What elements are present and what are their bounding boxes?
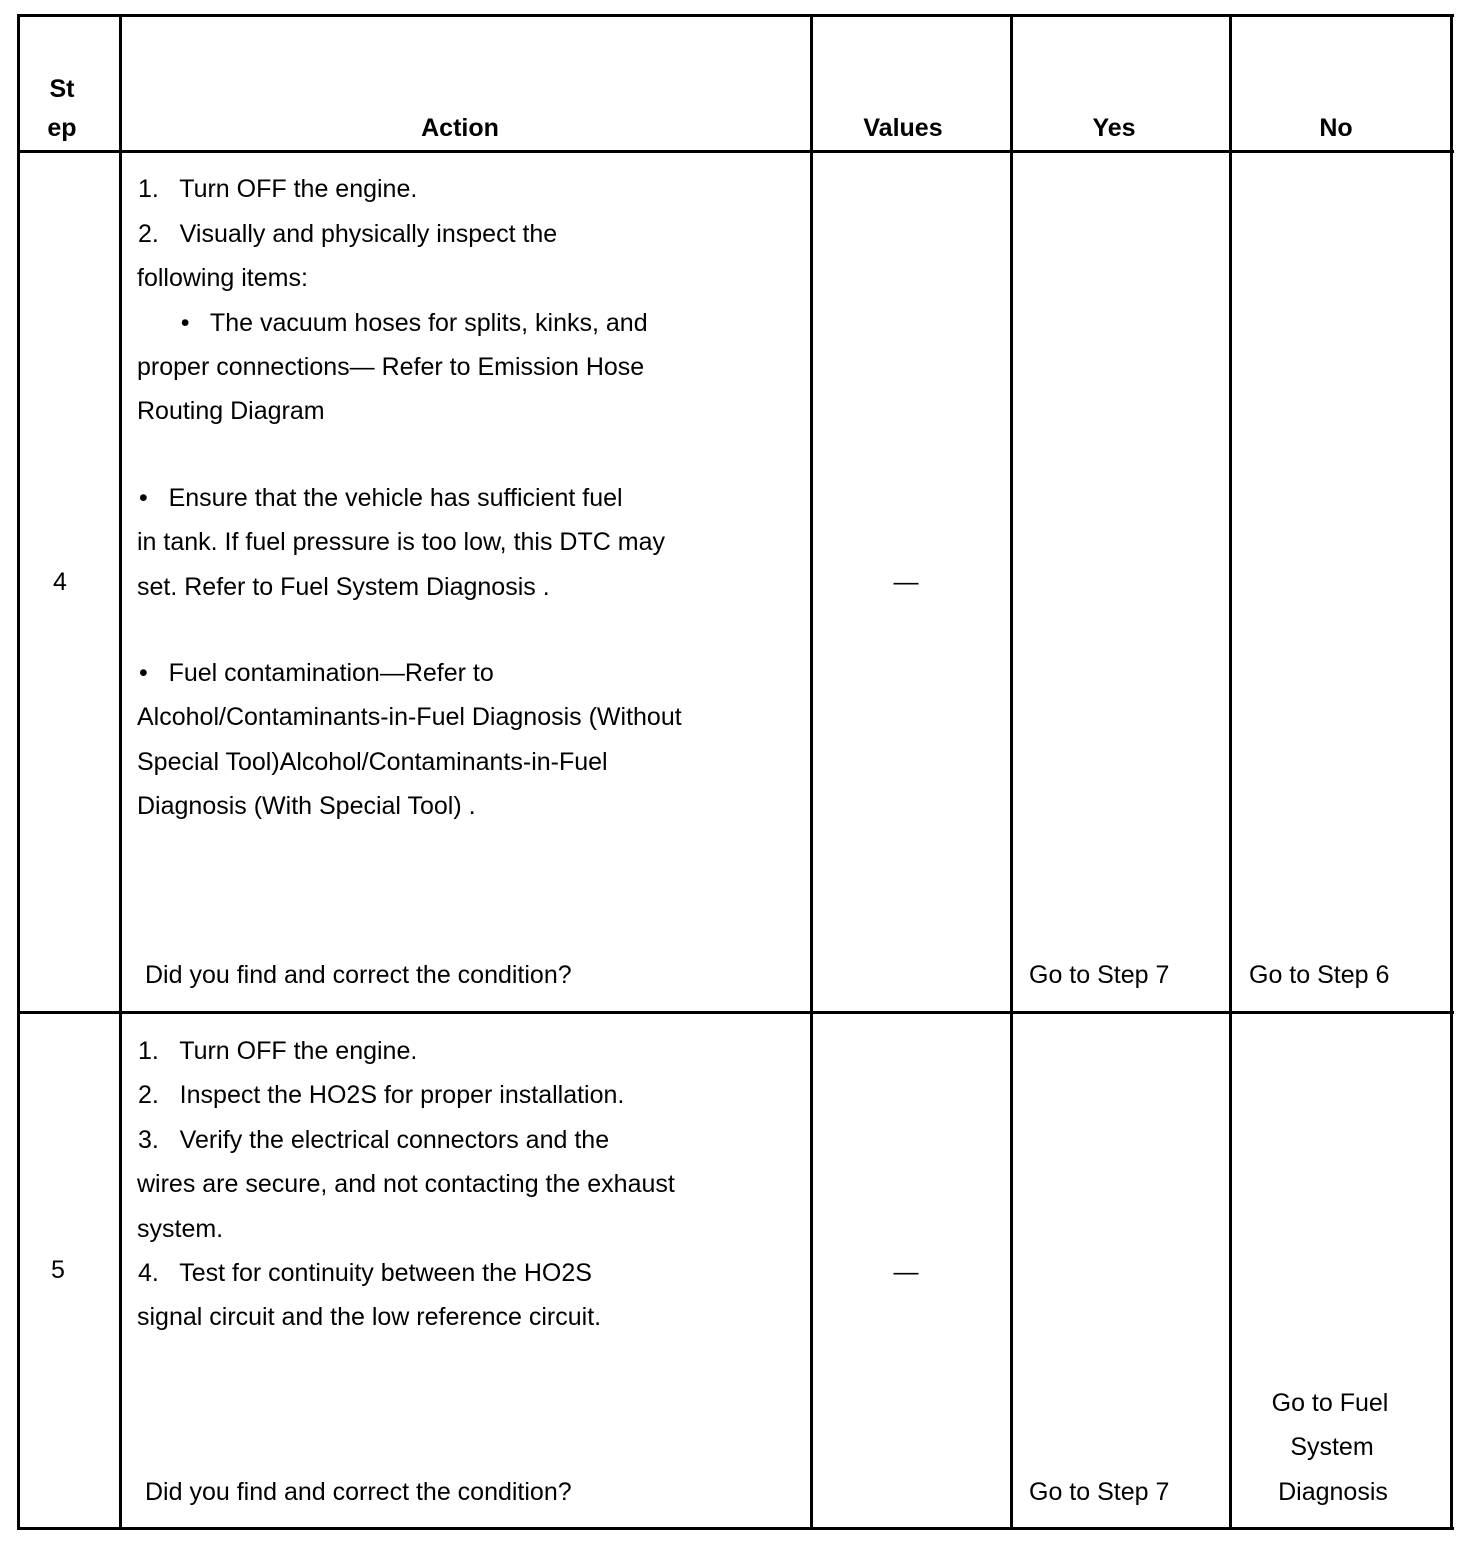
action-line: Special Tool)Alcohol/Contaminants-in-Fuel — [137, 748, 608, 776]
action-line: 2. Visually and physically inspect the — [138, 220, 558, 248]
header-no: No — [1319, 114, 1353, 142]
column-divider-action — [810, 14, 813, 1530]
column-divider-yes — [1229, 14, 1232, 1530]
no-action-line: Go to Fuel — [1271, 1389, 1389, 1417]
condition-question: Did you find and correct the condition? — [145, 1478, 572, 1506]
no-action-line: System — [1290, 1433, 1374, 1461]
action-line: 2. Inspect the HO2S for proper installation. — [138, 1081, 625, 1109]
action-line: wires are secure, and not contacting the exhaust — [137, 1170, 675, 1198]
action-line: Routing Diagram — [137, 397, 325, 425]
action-line: proper connections— Refer to Emission Hose — [137, 353, 645, 381]
yes-action-link[interactable]: Go to Step 7 — [1029, 961, 1170, 989]
action-line: • The vacuum hoses for splits, kinks, and — [153, 309, 648, 337]
header-step-line-1: St — [49, 75, 75, 103]
table-border-left — [17, 14, 20, 1530]
value-cell: — — [893, 568, 919, 596]
step-number: 5 — [51, 1256, 65, 1284]
action-line: • Fuel contamination—Refer to — [139, 659, 494, 687]
column-divider-values — [1010, 14, 1013, 1530]
action-line: 1. Turn OFF the engine. — [138, 1037, 418, 1065]
no-action-line: Diagnosis — [1278, 1478, 1388, 1506]
action-line: system. — [137, 1215, 224, 1243]
action-line: in tank. If fuel pressure is too low, this DTC may — [137, 528, 665, 556]
condition-question: Did you find and correct the condition? — [145, 961, 572, 989]
value-cell: — — [893, 1258, 919, 1286]
table-border-top — [17, 14, 1454, 17]
action-line: Alcohol/Contaminants-in-Fuel Diagnosis (Without — [137, 703, 682, 731]
header-row-divider — [17, 150, 1454, 153]
header-values: Values — [863, 114, 943, 142]
column-divider-step — [119, 14, 122, 1530]
action-line: following items: — [137, 264, 308, 292]
table-border-bottom — [17, 1527, 1454, 1530]
header-yes: Yes — [1092, 114, 1136, 142]
yes-action-link[interactable]: Go to Step 7 — [1029, 1478, 1170, 1506]
header-action: Action — [421, 114, 499, 142]
action-line: 3. Verify the electrical connectors and the — [138, 1126, 610, 1154]
step-number: 4 — [53, 568, 67, 596]
header-step-line-2: ep — [47, 114, 77, 142]
table-border-right — [1450, 14, 1453, 1530]
action-line: set. Refer to Fuel System Diagnosis . — [137, 573, 550, 601]
no-action-link[interactable]: Go to Step 6 — [1249, 961, 1390, 989]
action-line: 1. Turn OFF the engine. — [138, 175, 418, 203]
action-line: signal circuit and the low reference circuit. — [137, 1303, 602, 1331]
action-line: 4. Test for continuity between the HO2S — [138, 1259, 592, 1287]
row-divider — [17, 1011, 1454, 1014]
action-line: Diagnosis (With Special Tool) . — [137, 792, 476, 820]
action-line: • Ensure that the vehicle has sufficient fuel — [139, 484, 623, 512]
